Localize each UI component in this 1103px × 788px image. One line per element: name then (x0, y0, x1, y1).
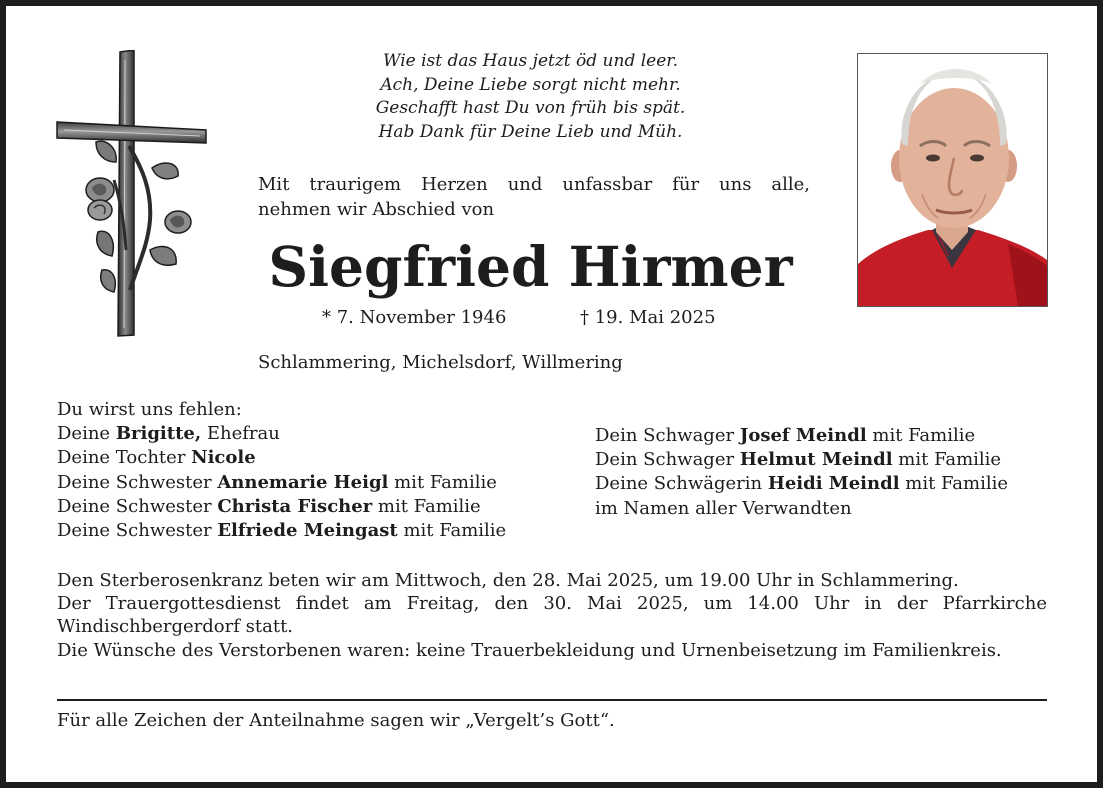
mourner-entry: Deine Schwester Christa Fischer mit Familie (57, 495, 481, 517)
service-details (57, 569, 1047, 662)
cross-with-roses-icon (54, 50, 214, 338)
divider (57, 699, 1047, 701)
poem-line-3: Geschafft hast Du von früh bis spät. (375, 98, 686, 118)
wishes-paragraph: Die Wünsche des Verstorbenen waren: keine Trauerbekleidung und Urnenbeisetzung im Familienkreis. (57, 639, 1002, 661)
home-places: Schlammering, Michelsdorf, Willmering (258, 352, 623, 373)
mourner-entry: Dein Schwager Josef Meindl mit Familie (595, 425, 976, 446)
mourner-entry: Deine Schwägerin Heidi Meindl mit Familie (595, 473, 1009, 495)
mourners-heading: Du wirst uns fehlen: (57, 399, 242, 420)
birth-date: * 7. November 1946 (322, 307, 507, 328)
funeral-mass-paragraph: Der Trauergottesdienst findet am Freitag, den 30. Mai 2025, um 14.00 Uhr in der Pfarrkirche Windischbergerdorf statt. (57, 593, 1047, 638)
death-date: † 19. Mai 2025 (580, 307, 716, 328)
thanks-line: Für alle Zeichen der Anteilnahme sagen wir „Vergelt’s Gott“. (57, 710, 615, 731)
mourner-entry: Deine Schwester Elfriede Meingast mit Familie (57, 520, 507, 542)
mourner-entry: Dein Schwager Helmut Meindl mit Familie (595, 449, 1002, 471)
intro-line-2: nehmen wir Abschied von (258, 199, 495, 220)
mourner-entry: Deine Brigitte, Ehefrau (57, 423, 280, 445)
intro-line-1: Mit traurigem Herzen und unfassbar für uns alle, (258, 174, 810, 195)
poem-line-2: Ach, Deine Liebe sorgt nicht mehr. (380, 74, 681, 95)
poem-line-4: Hab Dank für Deine Lieb und Müh. (378, 121, 683, 142)
deceased-name: Siegfried Hirmer (268, 234, 793, 299)
mourner-entry: Deine Schwester Annemarie Heigl mit Familie (57, 471, 497, 493)
mourner-entry: Deine Tochter Nicole (57, 447, 256, 469)
rosary-paragraph: Den Sterberosenkranz beten wir am Mittwoch, den 28. Mai 2025, um 19.00 Uhr in Schlammering. (57, 570, 959, 591)
mourners-left-column (57, 398, 506, 543)
mourners-right-column (595, 424, 1008, 521)
mourner-entry: im Namen aller Verwandten (595, 497, 852, 519)
poem (258, 50, 803, 144)
portrait-photo (857, 53, 1048, 307)
intro-text (258, 172, 810, 222)
poem-line-1: Wie ist das Haus jetzt öd und leer. (383, 51, 678, 71)
